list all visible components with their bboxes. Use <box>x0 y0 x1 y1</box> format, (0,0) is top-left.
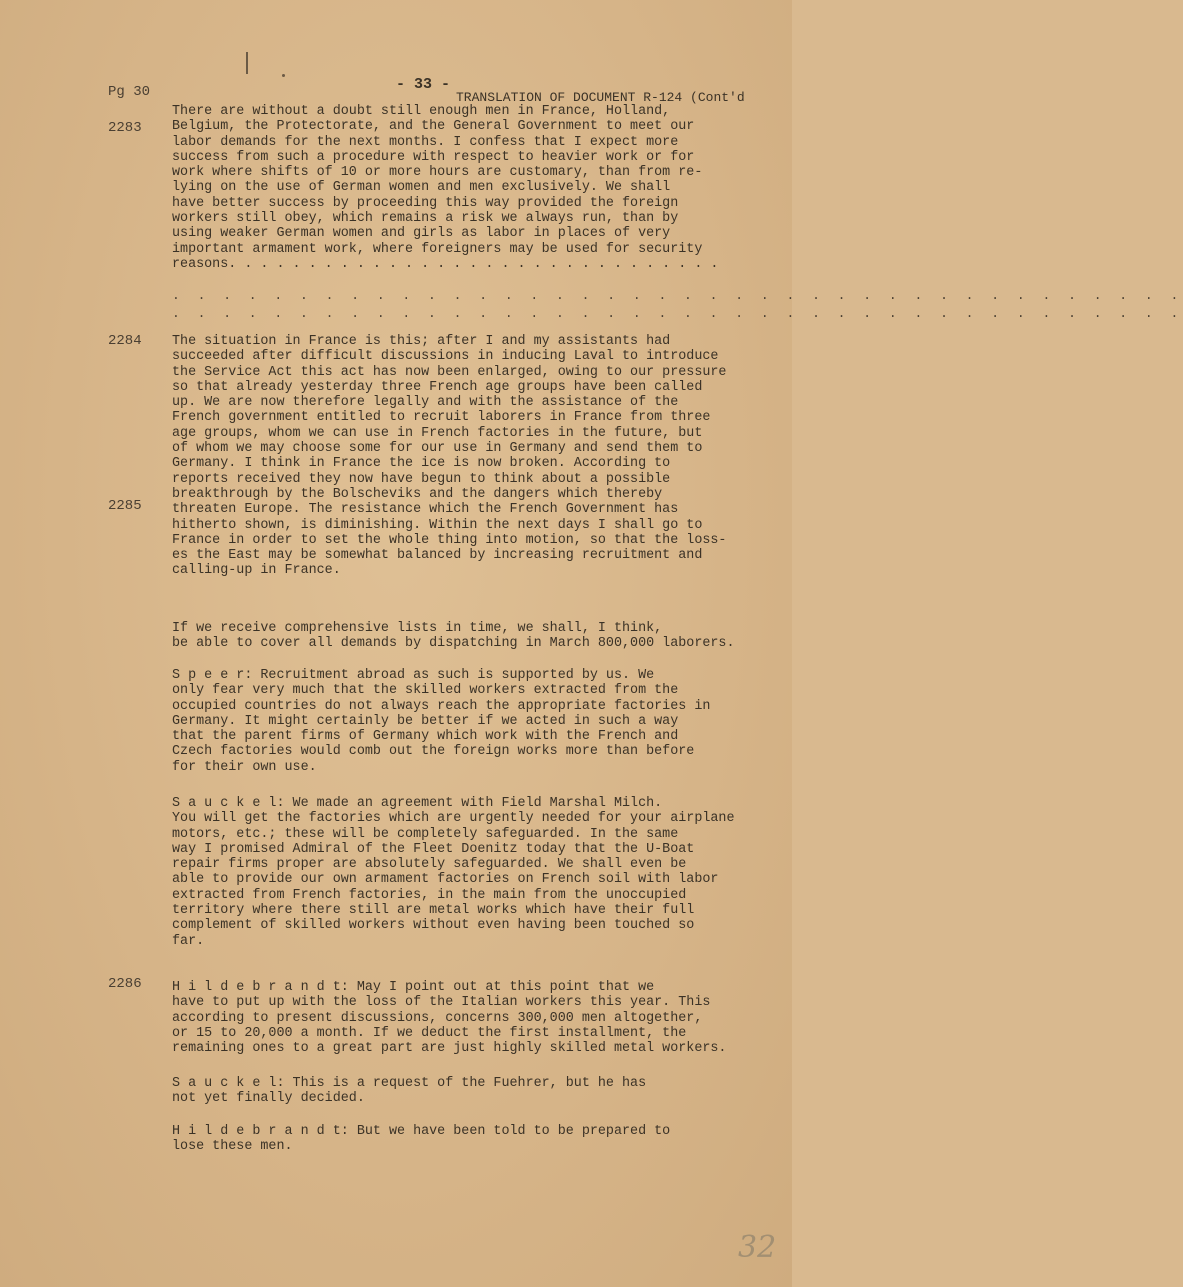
margin-number: 2286 <box>108 976 142 992</box>
ellipsis-row: . . . . . . . . . . . . . . . . . . . . . . . . . . . . . . . . . . . . . . . . <box>172 288 1183 303</box>
speaker-paragraph: H i l d e b r a n d t: But we have been told to be prepared to lose these men. <box>172 1124 671 1155</box>
paragraph-block <box>172 1124 737 1155</box>
pen-dot <box>282 74 285 77</box>
paragraph-block <box>172 1076 737 1107</box>
paragraph: There are without a doubt still enough men in France, Holland, Belgium, the Protectorate, and the General Government to meet our labor demands for the next months. I confess that I expect more success from such a procedure with respect to heavier work or for work where shifts of 10 or more hours are customary, than from re- lying on the use of German women and men exclusively. We shall have better success by proceeding this way provided the foreign workers still obey, which remains a risk we always run, than by using weaker German women and girls as labor in places of very important armament work, where foreigners may be used for security reasons. . . . . . . . . . . . . . . . . . . . . . . . . . . . . . . <box>172 104 719 272</box>
speaker-paragraph: S a u c k e l: This is a request of the Fuehrer, but he has not yet finally decided. <box>172 1076 647 1107</box>
page-number: - 33 - <box>396 76 451 93</box>
paragraph: The situation in France is this; after I and my assistants had succeeded after difficult discussions in inducing Laval to introduce the Service Act this act has now been enlarged, owing to our pressure so that already yesterday three French age groups have been called up. We are now therefore legally and with the assistance of the French government entitled to recruit laborers in France from three age groups, whom we can use in French factories in the future, but of whom we may choose some for our use in Germany and send them to Germany. I think in France the ice is now broken. According to reports received they now have begun to think about a possible breakthrough by the Bolscheviks and the dangers which thereby threaten Europe. The resistance which the French Government has hitherto shown, is diminishing. Within the next days I shall go to France in order to set the whole thing into motion, so that the loss- es the East may be somewhat balanced by increasing recruitment and calling-up in France. <box>172 334 727 579</box>
paragraph-block <box>172 668 737 775</box>
speaker-paragraph: S a u c k e l: We made an agreement with Field Marshal Milch. You will get the factories which are urgently needed for your airplane motors, etc.; these will be completely safeguarded. In the same way I promised Admiral of the Fleet Doenitz today that the U-Boat repair firms proper are absolutely safeguarded. We shall even be able to provide our own armament factories on French soil with labor extracted from French factories, in the main from the unoccupied territory where there still are metal works which have their full complement of skilled workers without even having been touched so far. <box>172 796 735 949</box>
paragraph-block <box>172 796 737 949</box>
paragraph-block <box>172 621 737 652</box>
paragraph: If we receive comprehensive lists in time, we shall, I think, be able to cover all demands by dispatching in March 800,000 laborers. <box>172 621 735 652</box>
ellipsis-row: . . . . . . . . . . . . . . . . . . . . . . . . . . . . . . . . . . . . . . . . <box>172 306 1183 321</box>
paragraph-block <box>172 334 737 579</box>
speaker-paragraph: H i l d e b r a n d t: May I point out at this point that we have to put up with the loss of the Italian workers this year. This according to present discussions, concerns 300,000 men altogether, or 15 to 20,000 a month. If we deduct the first installment, the remaining ones to a great part are just highly skilled metal workers. <box>172 980 727 1057</box>
handwritten-page-number: 32 <box>738 1230 777 1265</box>
margin-number: 2284 <box>108 333 142 349</box>
page-reference: Pg 30 <box>108 84 151 100</box>
paragraph-block <box>172 980 737 1056</box>
document-title: TRANSLATION OF DOCUMENT R-124 (Cont'd <box>456 90 745 105</box>
paragraph-block <box>172 104 737 272</box>
margin-number: 2283 <box>108 120 142 136</box>
pen-mark <box>246 52 248 74</box>
margin-number: 2285 <box>108 498 142 514</box>
speaker-paragraph: S p e e r: Recruitment abroad as such is supported by us. We only fear very much that the skilled workers extracted from the occupied countries do not always reach the appropriate factories in Germany. It might certainly be better if we acted in such a way that the parent firms of Germany which work with the French and Czech factories would comb out the foreign works more than before for their own use. <box>172 668 711 775</box>
